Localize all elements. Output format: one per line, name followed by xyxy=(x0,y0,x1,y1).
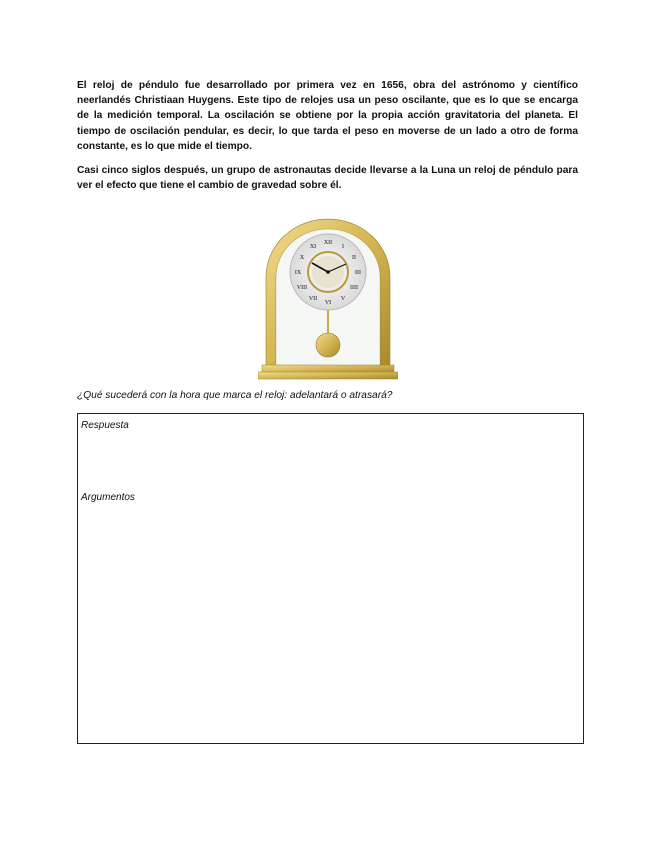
clock-numeral: VIII xyxy=(296,285,308,291)
clock-numeral: XII xyxy=(323,240,333,246)
clock-numeral: VII xyxy=(308,296,318,302)
clock-numeral: X xyxy=(299,255,305,261)
intro-paragraph-1: El reloj de péndulo fue desarrollado por primera vez en 1656, obra del astrónomo y científico neerlandés Christiaan Huygens. Este tipo de relojes usa un peso oscilante, que es lo que se encarga de la medición temporal. La oscilación se obtiene por la propia acción gravitatoria del planeta. El tiempo de oscilación pendular, es decir, lo que tarda el peso en moverse de un lado a otro de forma constante, es lo que mide el tiempo. xyxy=(77,80,578,152)
arguments-label: Argumentos xyxy=(81,492,135,503)
clock-numeral: I xyxy=(342,244,344,250)
question-text: ¿Qué sucederá con la hora que marca el reloj: adelantará o atrasará? xyxy=(77,390,393,401)
answer-box[interactable] xyxy=(77,413,584,744)
clock-numeral: V xyxy=(340,296,346,302)
answer-label: Respuesta xyxy=(81,420,129,431)
clock-numeral: XI xyxy=(309,244,317,250)
clock-numeral: IX xyxy=(294,270,302,276)
clock-numeral: IIII xyxy=(350,285,358,291)
clock-numeral: VI xyxy=(324,300,332,306)
pendulum-clock-icon xyxy=(258,217,398,380)
intro-paragraph-2: Casi cinco siglos después, un grupo de astronautas decide llevarse a la Luna un reloj de péndulo para ver el efecto que tiene el cambio de gravedad sobre él. xyxy=(77,165,578,192)
clock-numeral: III xyxy=(355,270,361,276)
clock-numeral: II xyxy=(352,255,356,261)
